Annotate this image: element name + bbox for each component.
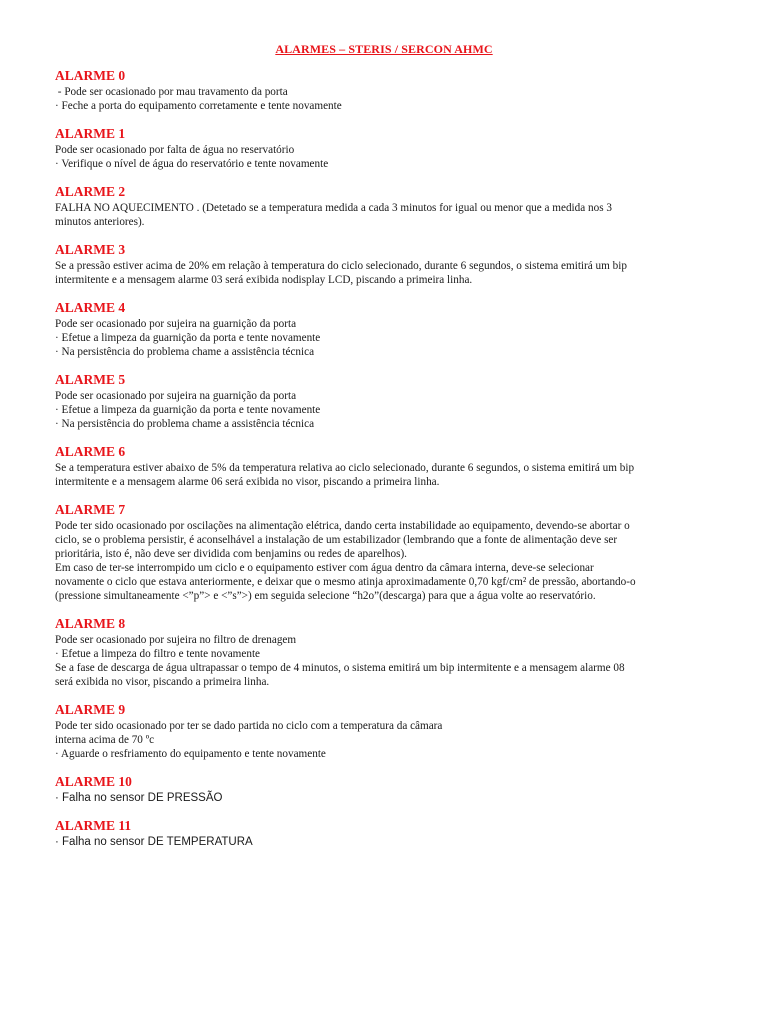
document-title: ALARMES – STERIS / SERCON AHMC [275, 42, 493, 56]
alarm-heading: ALARME 0 [55, 68, 126, 83]
alarm-text-line: · Feche a porta do equipamento corretamente e tente novamente [55, 100, 342, 112]
alarm-text-line: · Efetue a limpeza do filtro e tente novamente [55, 648, 261, 660]
alarm-text-line: ciclo, se o problema persistir, é aconselhável a instalação de um estabilizador (lembrando que a fonte de alimentação deve ser [55, 534, 618, 546]
alarm-text-line: Se a fase de descarga de água ultrapassar o tempo de 4 minutos, o sistema emitirá um bip intermitente e a mensagem alarme 08 [55, 662, 625, 674]
alarm-text-line: novamente o ciclo que estava anteriormente, e deixar que o mesmo atinja aproximadamente 0,70 kgf/cm² de pressão, abortando-o [55, 576, 636, 588]
alarm-section-9 [55, 702, 720, 761]
alarm-text-line: · Na persistência do problema chame a assistência técnica [55, 418, 315, 430]
alarm-text-line: (pressione simultaneamente <”p”> e <”s”>) em seguida selecione “h2o”(descarga) para que a água volte ao reservatório. [55, 590, 596, 602]
alarm-heading: ALARME 8 [55, 616, 126, 631]
alarm-heading: ALARME 11 [55, 818, 132, 833]
alarm-text-line: · Verifique o nível de água do reservatório e tente novamente [55, 158, 329, 170]
alarm-heading: ALARME 2 [55, 184, 126, 199]
alarm-section-6 [55, 444, 720, 489]
alarm-heading: ALARME 6 [55, 444, 126, 459]
alarm-text-line: Se a temperatura estiver abaixo de 5% da temperatura relativa ao ciclo selecionado, durante 6 segundos, o sistema emitirá um bip [55, 462, 635, 474]
alarm-text-line: FALHA NO AQUECIMENTO . (Detetado se a temperatura medida a cada 3 minutos for igual ou menor que a medida nos 3 [55, 202, 612, 214]
alarm-text-line: · Aguarde o resfriamento do equipamento e tente novamente [55, 748, 326, 760]
alarm-text-line: · Na persistência do problema chame a assistência técnica [55, 346, 315, 358]
alarm-section-5 [55, 372, 720, 431]
alarm-text-line: prioritária, isto é, não deve ser dividida com benjamins ou redes de aparelhos). [55, 548, 407, 560]
alarm-text-line: Pode ser ocasionado por sujeira no filtro de drenagem [55, 634, 297, 646]
alarm-heading: ALARME 10 [55, 774, 132, 789]
alarm-heading: ALARME 7 [55, 502, 126, 517]
alarm-text-line: intermitente e a mensagem alarme 03 será exibida nodisplay LCD, piscando a primeira linha. [55, 274, 473, 286]
alarm-text-line: intermitente e a mensagem alarme 06 será exibida no visor, piscando a primeira linha. [55, 476, 440, 488]
alarm-heading: ALARME 4 [55, 300, 126, 315]
alarm-text-line: Se a pressão estiver acima de 20% em relação à temperatura do ciclo selecionado, durante 6 segundos, o sistema emitirá um bip [55, 260, 627, 272]
alarm-text-line: Pode ser ocasionado por sujeira na guarnição da porta [55, 318, 297, 330]
alarm-text-line: interna acima de 70 ºc [55, 734, 155, 746]
alarm-heading: ALARME 3 [55, 242, 126, 257]
alarm-list [55, 68, 720, 862]
alarm-section-8 [55, 616, 720, 689]
alarm-text-line: - Pode ser ocasionado por mau travamento da porta [55, 86, 288, 98]
alarm-text-line: Pode ser ocasionado por falta de água no reservatório [55, 144, 295, 156]
alarm-section-4 [55, 300, 720, 359]
alarm-text-line: Em caso de ter-se interrompido um ciclo e o equipamento estiver com água dentro da câmara interna, deve-se selecionar [55, 562, 594, 574]
alarm-text-line: Pode ter sido ocasionado por oscilações na alimentação elétrica, dando certa instabilidade ao equipamento, devendo-se abortar o [55, 520, 630, 532]
alarm-text-line: · Falha no sensor DE TEMPERATURA [55, 836, 253, 848]
alarm-section-0 [55, 68, 720, 113]
alarm-section-10 [55, 774, 720, 805]
alarm-section-1 [55, 126, 720, 171]
alarm-text-line: será exibida no visor, piscando a primeira linha. [55, 676, 270, 688]
alarm-text-line: · Efetue a limpeza da guarnição da porta e tente novamente [55, 404, 321, 416]
alarm-heading: ALARME 9 [55, 702, 126, 717]
alarm-text-line: Pode ser ocasionado por sujeira na guarnição da porta [55, 390, 297, 402]
alarm-heading: ALARME 1 [55, 126, 126, 141]
alarm-section-7 [55, 502, 720, 603]
alarm-section-11 [55, 818, 720, 849]
alarm-heading: ALARME 5 [55, 372, 126, 387]
alarm-section-2 [55, 184, 720, 229]
alarm-text-line: minutos anteriores). [55, 216, 145, 228]
alarm-text-line: · Falha no sensor DE PRESSÃO [55, 792, 223, 804]
alarm-text-line: Pode ter sido ocasionado por ter se dado partida no ciclo com a temperatura da câmara [55, 720, 443, 732]
alarm-section-3 [55, 242, 720, 287]
alarm-text-line: · Efetue a limpeza da guarnição da porta e tente novamente [55, 332, 321, 344]
